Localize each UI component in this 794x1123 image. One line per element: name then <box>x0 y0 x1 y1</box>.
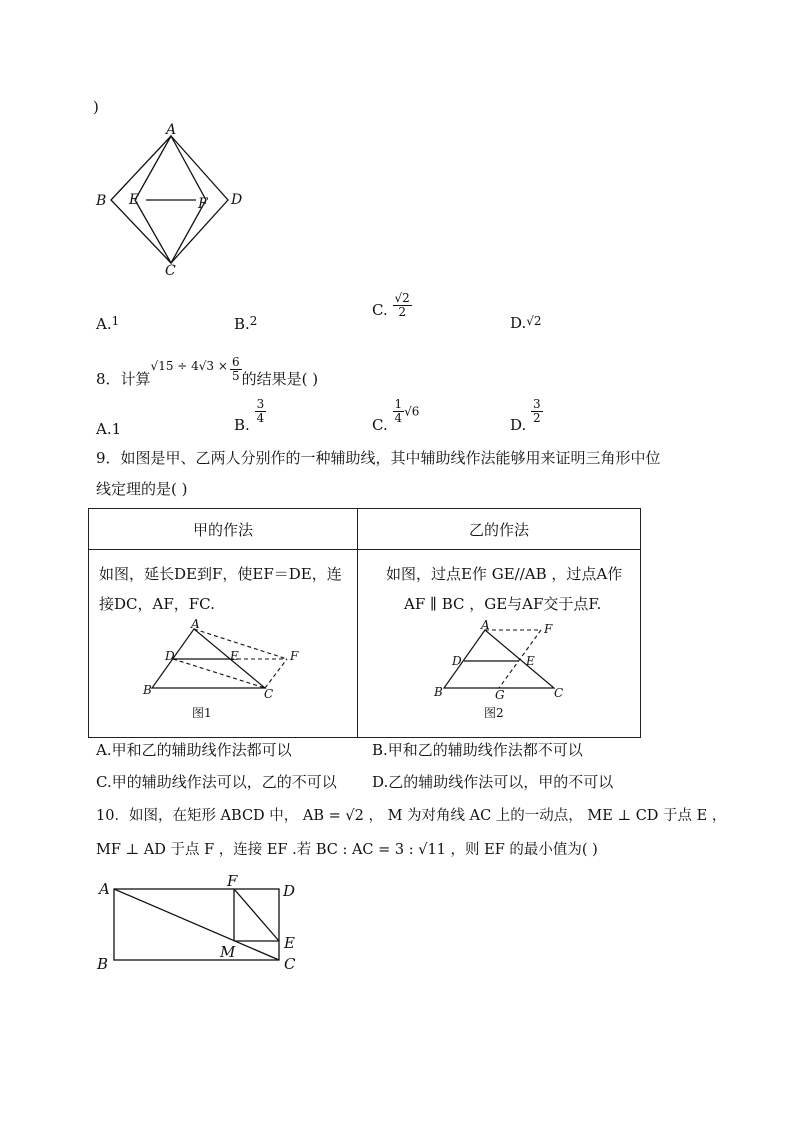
q7-option-a[interactable]: A.$^1$ <box>96 314 120 333</box>
q9-option-a[interactable]: A.甲和乙的辅助线作法都可以 <box>96 741 292 759</box>
q7-label-b: B <box>96 193 107 209</box>
left-text-2: 接DC，AF，FC. <box>99 595 215 613</box>
q7-option-d[interactable]: D.$^{√2}$ <box>510 314 542 332</box>
q8-option-a[interactable]: A.1 <box>96 420 122 438</box>
q8-stem: 8．计算$_{√15 \div 4√3 \times}$ $\frac{6}{5}$ 的结果是( ) <box>96 355 319 388</box>
q10-label-b: B <box>97 955 109 973</box>
fig1-dc-dashed <box>173 659 265 688</box>
fig1-label-f: F <box>290 649 299 663</box>
q8-option-c[interactable]: C. $\frac{1}{4}$ √6 <box>372 397 420 434</box>
fig2-label-f: F <box>544 622 553 636</box>
q10-label-d: D <box>283 882 296 900</box>
q10-label-c: C <box>284 955 296 973</box>
fig2-label-a: A <box>481 618 490 632</box>
fig1-fc-dashed <box>265 659 287 688</box>
q7-label-c: C <box>165 263 176 279</box>
fig1-label-e: E <box>230 649 239 663</box>
q9-line-1: 9．如图是甲、乙两人分别作的一种辅助线，其中辅助线作法能够用来证明三角形中位 <box>96 449 661 467</box>
fig1-label-d: D <box>165 649 175 663</box>
q9-option-b[interactable]: B.甲和乙的辅助线作法都不可以 <box>372 741 583 759</box>
q7-figure <box>92 120 252 280</box>
fig2-label-d: D <box>452 654 462 668</box>
fig2-label-e: E <box>526 654 535 668</box>
q8-option-b[interactable]: B. $\frac{3}{4}$ <box>234 397 265 434</box>
right-text-2: AF ∥ BC ，GE与AF交于点F. <box>404 595 602 613</box>
fig2-label-g: G <box>495 688 505 702</box>
table-head-left: 甲的作法 <box>89 509 358 550</box>
q8-option-d[interactable]: D. $\frac{3}{2}$ <box>510 397 541 434</box>
fig1-label-a: A <box>191 618 200 631</box>
q10-label-f: F <box>227 872 238 890</box>
q7-label-a: A <box>166 122 177 138</box>
figure-2 <box>430 618 580 718</box>
q10-line-2: MF ⊥ AD 于点 F ，连接 EF .若 BC : AC = 3 : √11 ，则 EF 的最小值为( ) <box>96 842 598 858</box>
fig1-af-dashed <box>194 629 287 659</box>
q9-line-2: 线定理的是( ) <box>96 480 188 498</box>
fig2-label-c: C <box>554 686 564 700</box>
q9-option-d[interactable]: D.乙的辅助线作法可以，甲的不可以 <box>372 773 614 791</box>
q10-figure <box>94 870 314 980</box>
fig1-caption: 图1 <box>192 706 212 718</box>
fig2-label-b: B <box>434 685 443 699</box>
left-text-1: 如图，延长DE到F，使EF＝DE，连 <box>99 565 342 583</box>
q7-option-c[interactable]: C. $\frac{√2}{2}$ <box>372 291 410 319</box>
q7-tail: ) <box>93 98 99 116</box>
q10-ef-line <box>234 889 279 941</box>
q9-option-c[interactable]: C.甲的辅助线作法可以，乙的不可以 <box>96 773 337 791</box>
fig1-label-c: C <box>264 687 274 701</box>
q10-diagonal-ac <box>114 889 279 960</box>
figure-1 <box>140 618 315 718</box>
q7-label-f: F <box>198 196 208 212</box>
fig2-caption: 图2 <box>484 706 504 718</box>
q10-label-m: M <box>220 943 236 961</box>
q7-label-d: D <box>231 192 243 208</box>
q10-label-a: A <box>99 880 110 898</box>
q7-label-e: E <box>129 192 140 208</box>
fig1-label-b: B <box>143 683 152 697</box>
q10-label-e: E <box>284 934 295 952</box>
q10-line-1: 10．如图，在矩形 ABCD 中， AB = √2 ， M 为对角线 AC 上的一动点， ME ⊥ CD 于点 E ， <box>96 808 727 824</box>
q7-option-b[interactable]: B.$^2$ <box>234 314 258 333</box>
table-head-right: 乙的作法 <box>358 509 641 550</box>
right-text-1: 如图，过点E作 GE//AB ，过点A作 <box>386 565 623 583</box>
